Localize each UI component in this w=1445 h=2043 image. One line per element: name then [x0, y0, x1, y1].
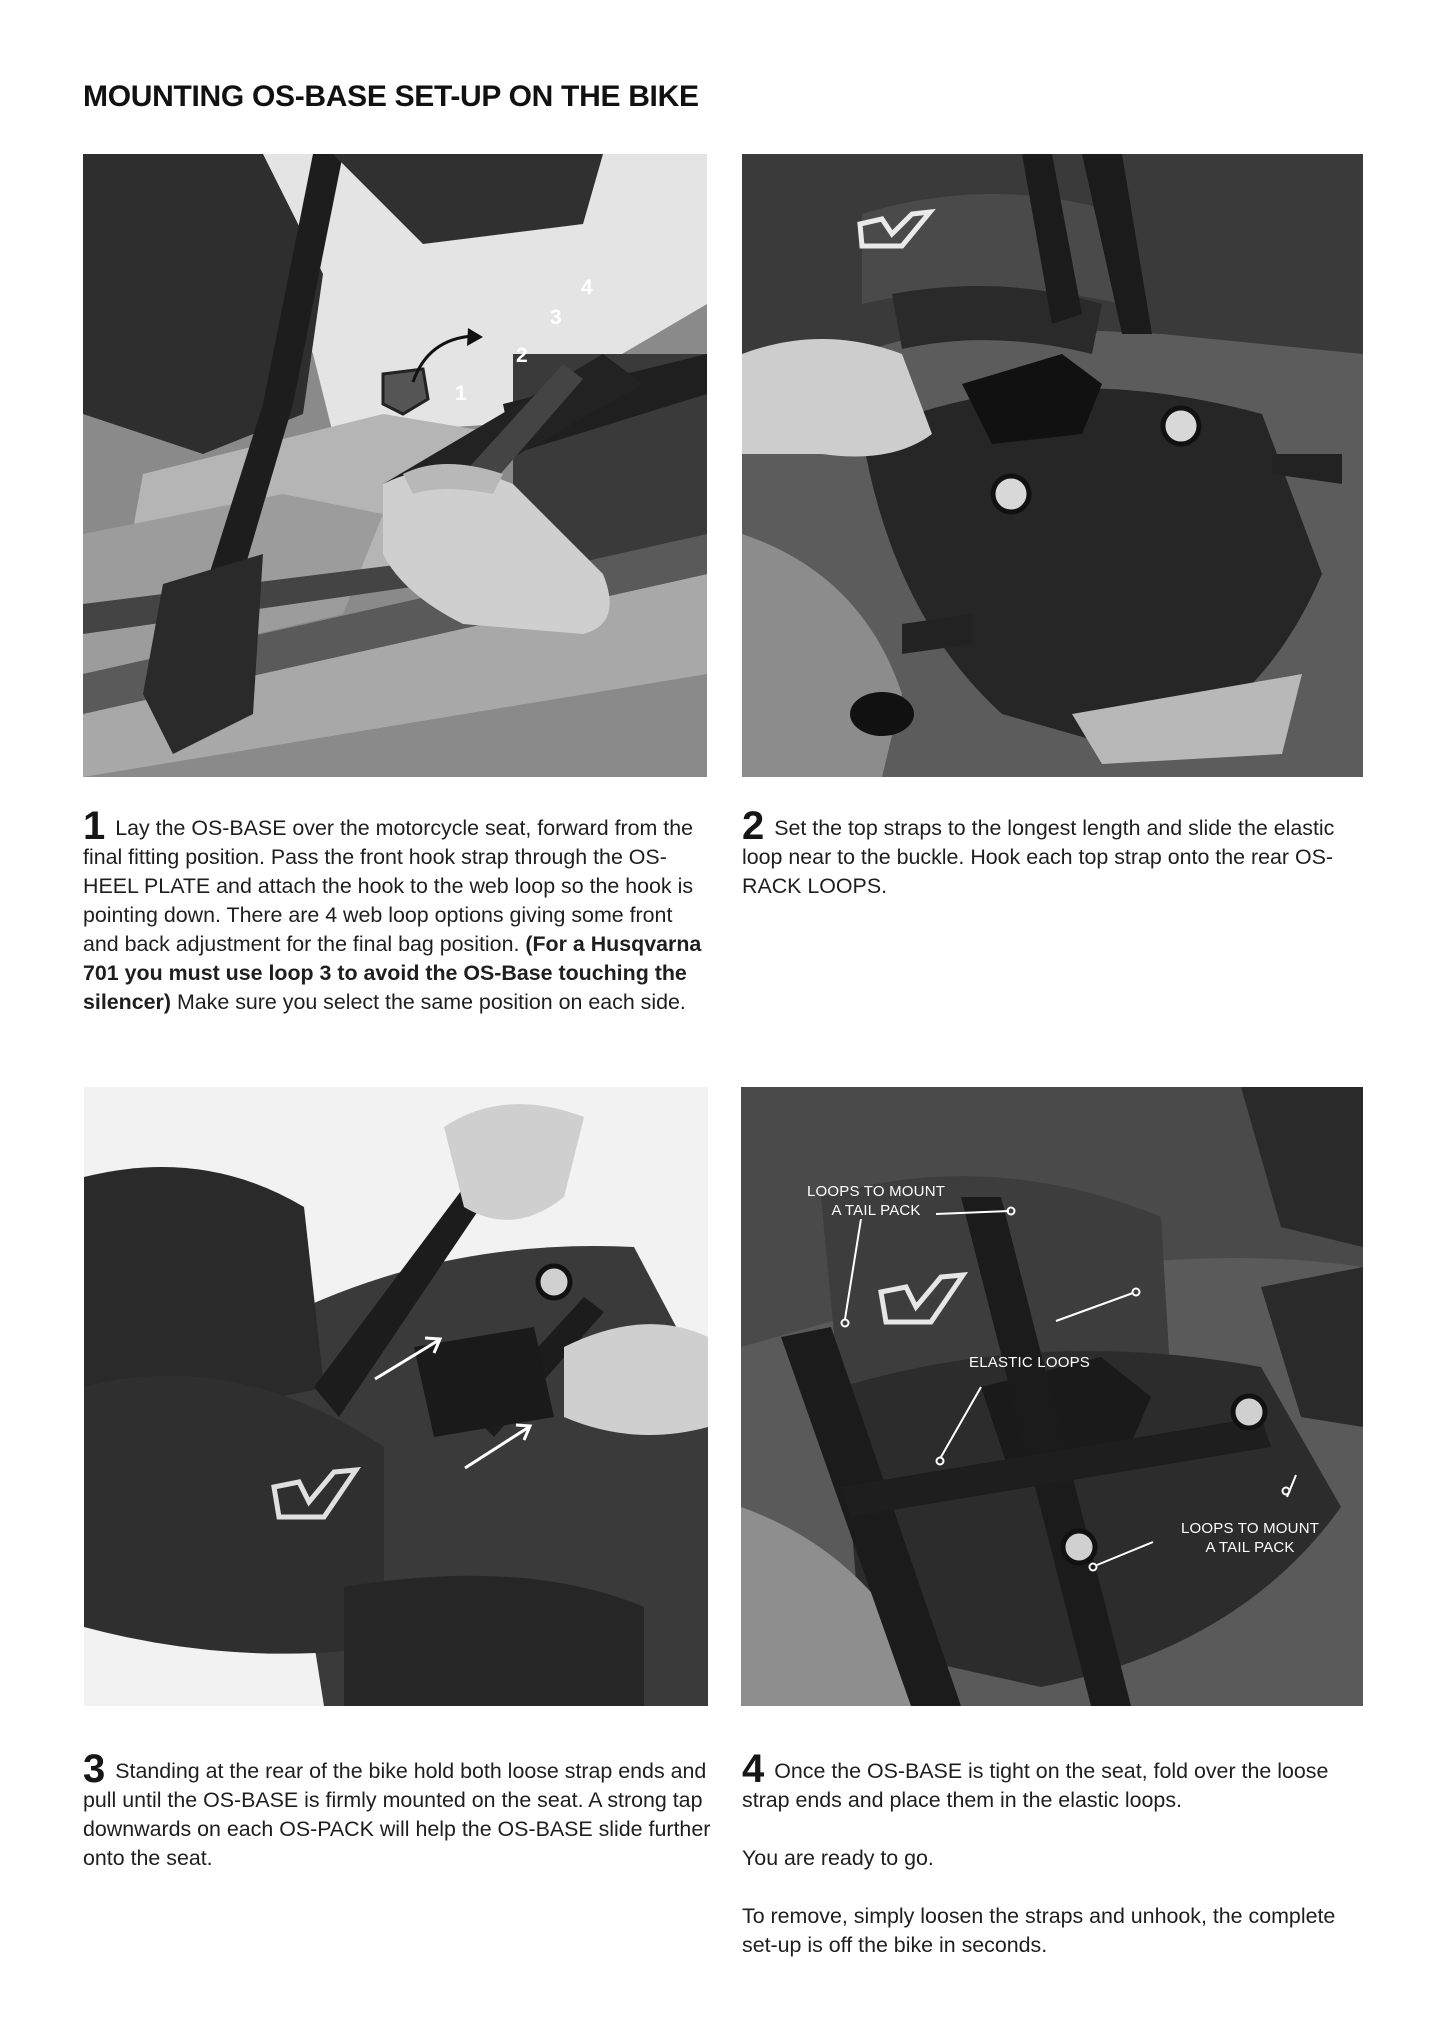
- step-2-text: 2 Set the top straps to the longest length and slide the elastic loop near to the buckle. Hook each top strap onto the rear OS-RACK LOOPS.: [742, 804, 1335, 898]
- step-1-warning: (For a Husqvarna 701 you must use loop 3 to avoid the OS-Base touching the silencer): [83, 932, 702, 1014]
- step-4-ready-text: You are ready to go.: [742, 1846, 934, 1870]
- step-1: [83, 804, 713, 1017]
- annotation-tail-pack-loops-top: LOOPS TO MOUNT A TAIL PACK: [807, 1183, 946, 1219]
- step-1-text: 1 Lay the OS-BASE over the motorcycle seat, forward from the final fitting position. Pass the front hook strap through the OS-HEEL PLATE and attach the hook to the web loop so the hook is pointing down. There are 4 web loop options giving some front and back adjustment for the final bag position. (For a Husqvarna 701 you must use loop 3 to avoid the OS-Base touching the silencer) Make sure you select the same position on each side.: [83, 804, 702, 1014]
- photo-4-mounted-annotated: [741, 1087, 1363, 1706]
- step-number: 2: [742, 804, 765, 848]
- photo-3-pull-straps: [84, 1087, 708, 1706]
- loop-number-3: 3: [550, 306, 562, 329]
- photo-2-rack-loops: [742, 154, 1363, 777]
- step-number: 4: [742, 1747, 765, 1791]
- step-number: 1: [83, 804, 106, 848]
- photo-3-illustration: [84, 1087, 708, 1706]
- photo-2-illustration: [742, 154, 1363, 777]
- photo-1-heel-plate-hook: [83, 154, 707, 777]
- step-4-remove-text: To remove, simply loosen the straps and unhook, the complete set-up is off the bike in seconds.: [742, 1904, 1336, 1957]
- loop-number-2: 2: [516, 344, 528, 367]
- annotation-elastic-loops: ELASTIC LOOPS: [969, 1354, 1090, 1371]
- step-3-text: 3 Standing at the rear of the bike hold both loose strap ends and pull until the OS-BASE is firmly mounted on the seat. A strong tap downwards on each OS-PACK will help the OS-BASE slide further onto the seat.: [83, 1747, 711, 1870]
- page-title: MOUNTING OS-BASE SET-UP ON THE BIKE: [83, 80, 699, 113]
- annotation-tail-pack-loops-bottom: LOOPS TO MOUNT A TAIL PACK: [1181, 1520, 1320, 1556]
- step-4: [742, 1747, 1372, 1960]
- step-4-text: 4 Once the OS-BASE is tight on the seat, fold over the loose strap ends and place them in the elastic loops.: [742, 1747, 1329, 1812]
- step-3: [83, 1747, 713, 1873]
- step-number: 3: [83, 1747, 106, 1791]
- loop-number-1: 1: [455, 382, 467, 405]
- step-2: [742, 804, 1372, 901]
- photo-4-illustration: [741, 1087, 1363, 1706]
- loop-number-4: 4: [581, 276, 593, 299]
- photo-1-illustration: [83, 154, 707, 777]
